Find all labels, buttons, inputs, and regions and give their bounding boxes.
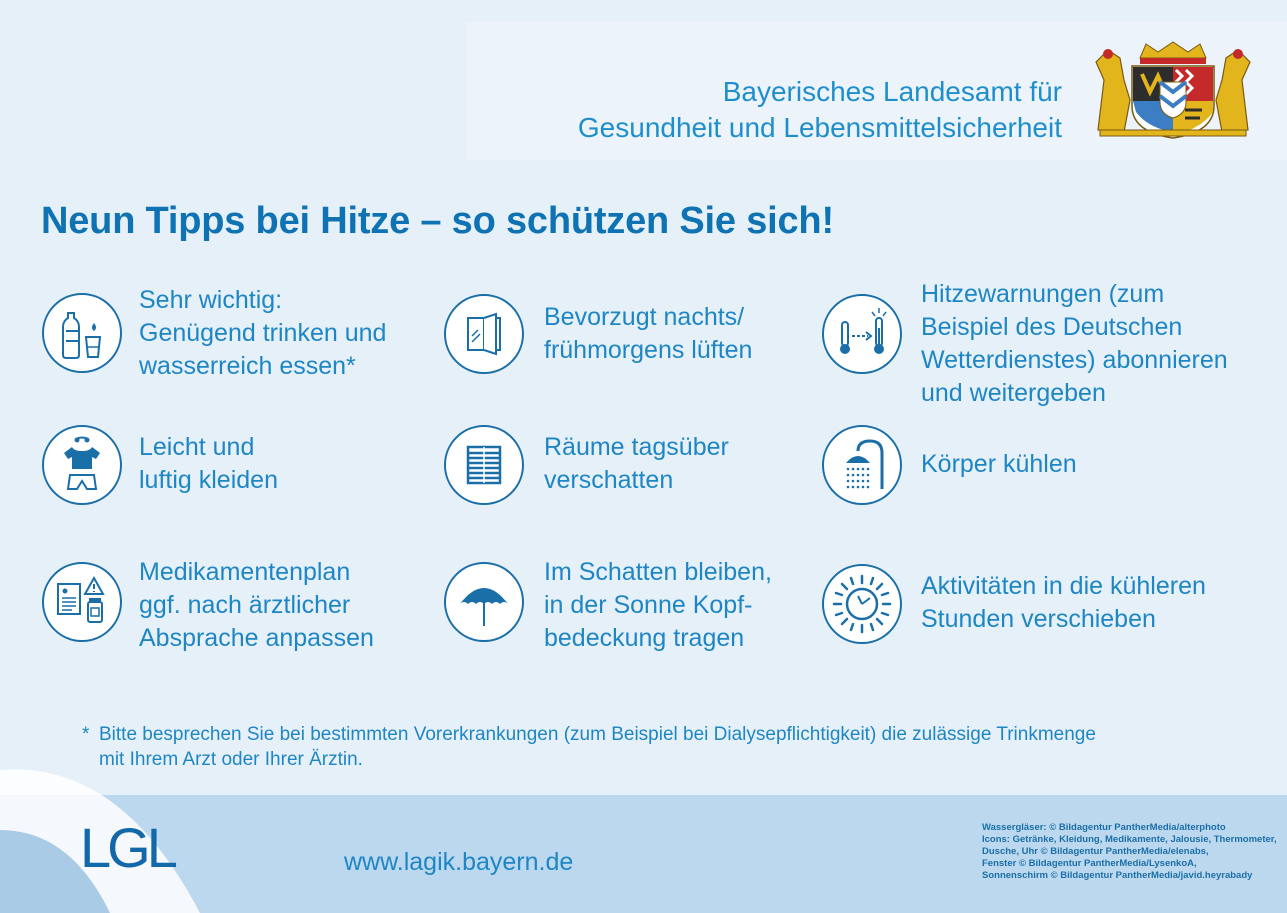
- tip-text: Medikamentenplan ggf. nach ärztlicher Absprache anpassen: [139, 558, 374, 652]
- tip-text: Im Schatten bleiben, in der Sonne Kopf- bedeckung tragen: [544, 558, 772, 652]
- tip-text: Aktivitäten in die kühleren Stunden verschieben: [921, 572, 1206, 633]
- org-name-line2: Gesundheit und Lebensmittelsicherheit: [577, 112, 1062, 143]
- umbrella-icon: [444, 562, 524, 642]
- coat-of-arms-icon: [1090, 40, 1256, 140]
- tip-text: Körper kühlen: [921, 450, 1077, 478]
- image-credits: Wassergläser: © Bildagentur PantherMedia/alterphoto Icons: Getränke, Kleidung, Medikamente, Jalousie, Thermometer, Dusche, Uhr © Bildagentur PantherMedia/elenabs, Fenster © Bildagentur PantherMedia/LysenkoA, Sonnenschirm © Bildagentur PantherMedia/javid.heyrabady: [982, 822, 1277, 881]
- tip-text: Räume tagsüber verschatten: [544, 433, 729, 494]
- tip-text: Leicht und luftig kleiden: [139, 433, 278, 494]
- page-title: Neun Tipps bei Hitze – so schützen Sie sich!: [41, 200, 834, 242]
- shower-icon: [822, 425, 902, 505]
- bottle-glass-icon: [42, 293, 122, 373]
- footnote-text: Bitte besprechen Sie bei bestimmten Vorerkrankungen (zum Beispiel bei Dialysepflichtigkeit) die zulässige Trinkmenge mit Ihrem Arzt oder Ihrer Ärztin.: [99, 724, 1096, 770]
- clothing-icon: [42, 425, 122, 505]
- medication-icon: [42, 562, 122, 642]
- window-icon: [444, 294, 524, 374]
- thermometer-icon: [822, 294, 902, 374]
- organization-name: [578, 74, 1062, 146]
- tip-text: Bevorzugt nachts/ frühmorgens lüften: [544, 303, 753, 364]
- footnote-marker: *: [82, 724, 90, 745]
- website-link[interactable]: www.lagik.bayern.de: [344, 848, 574, 876]
- sun-clock-icon: [822, 564, 902, 644]
- blinds-icon: [444, 425, 524, 505]
- tip-text: Sehr wichtig: Genügend trinken und wasserreich essen*: [139, 286, 387, 380]
- org-name-line1: Bayerisches Landesamt für: [722, 76, 1062, 107]
- lgl-logo: LGL: [80, 816, 174, 879]
- tip-text: Hitzewarnungen (zum Beispiel des Deutschen Wetterdienstes) abonnieren und weitergeben: [921, 280, 1228, 407]
